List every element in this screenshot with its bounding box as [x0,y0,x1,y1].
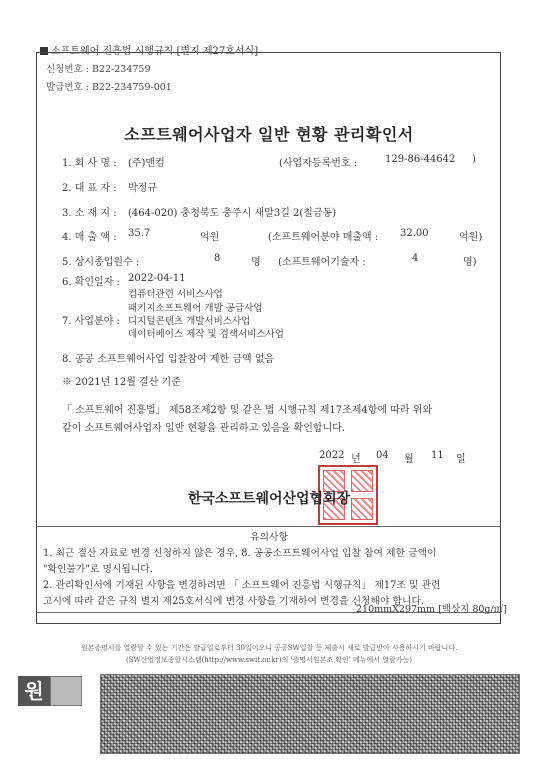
statement-line: 「 소프트웨어 진흥법」 제58조제2항 및 같은 법 시행규칙 제17조제4항에 따라 위와 [62,405,433,416]
application-number: 신청번호 : B22-234759 [46,64,151,75]
date-year: 2022 [319,450,345,461]
date-year-unit: 년 [351,454,361,465]
ceo-value: 박정규 [128,183,157,194]
sw-sales-unit: 억원) [459,232,483,243]
business-item: 컴퓨터관련 서비스사업 [128,289,223,300]
address-value: (464-020) 충청북도 충주시 새말3길 2(칠금동) [128,208,337,219]
settlement-basis: ※ 2021년 12월 결산 기준 [62,377,181,388]
date-month-unit: 월 [404,454,414,465]
date-day: 11 [431,450,444,461]
ceo-label: 2. 대 표 자 : [62,183,117,194]
form-title-text: 소프트웨어 진흥법 시행규칙 [별지 제27호서식] [51,46,259,57]
sw-sales-value: 32.00 [400,228,429,239]
bid-limit-line: 8. 공공 소프트웨어사업 입찰참여 제한 금액 없음 [62,354,275,365]
employees-unit: 명 [251,257,261,268]
sales-label: 4. 매 출 액 : [62,232,117,243]
company-value: (주)맨컴 [128,158,165,169]
sales-unit: 억원 [200,232,220,243]
note-line: 1. 최근 결산 자료로 변경 신청하지 않은 경우, 8. 공공소프트웨어사업 입찰 참여 제한 금액이 [43,548,437,559]
address-label: 3. 소 재 지 : [62,208,117,219]
business-item: 데이터베이스 제작 및 검색서비스사업 [128,329,284,340]
verification-logo-pattern [50,676,82,706]
sw-engineers-label: (소프트웨어기술자 : [278,257,366,268]
company-label: 1. 회 사 명 : [62,158,117,169]
document-title: 소프트웨어사업자 일반 현황 관리확인서 [124,125,414,144]
sales-value: 35.7 [128,228,151,239]
footer-line: 원본증명서를 열람할 수 있는 기간은 발급일로부터 30일이오니 공공SW입찰 등 제출시 새로 발급받아 사용하시기 바랍니다. [80,644,458,652]
sw-sales-label: (소프트웨어분야 매출액 : [268,232,379,243]
notes-heading: 유의사항 [250,532,288,543]
biz-reg-label: (사업자등록번호 : [279,158,358,169]
note-line: 고시에 따라 같은 규칙 별지 제25호서식에 변경 사항을 기재하여 변경을 신청해야 합니다. [43,596,425,607]
notes-divider [36,526,501,527]
biz-reg-value: 129-86-44642 [385,154,456,165]
verification-logo: 원 [18,676,50,706]
date-month: 04 [376,450,389,461]
note-line: 2. 관리확인서에 기재된 사항을 변경하려면 「 소프트웨어 진흥법 시행규칙」 제17조 및 관련 [43,580,441,591]
note-line: "확인불가"로 명시됩니다. [43,564,153,575]
employees-value: 8 [214,253,221,264]
statement-line: 같이 소프트웨어사업자 일반 현황을 관리하고 있음을 확인합니다. [62,423,346,434]
business-label: 7. 사업분야 : [62,316,120,327]
issuer-name: 한국소프트웨어산업협회장 [187,491,351,507]
date-day-unit: 일 [456,454,466,465]
confirm-date-value: 2022-04-11 [128,273,186,284]
employees-label: 5. 상시종업원수 : [62,257,140,268]
issue-number: 발급번호 : B22-234759-001 [46,82,172,93]
paper-spec: 210mmX297mm [백상지 80g/㎡] [356,604,507,615]
footer-line: (SW산업정보종합시스템(http://www.swit.or.kr)의 '증명서원본조 확인' 메뉴에서 열람가능) [126,656,412,664]
business-item: 패키지소프트웨어 개발 공급사업 [128,303,263,314]
business-item: 디지털콘텐츠 개발서비스사업 [128,316,251,327]
sw-engineers-unit: 명) [463,257,477,268]
biz-reg-close: ) [472,154,476,165]
sw-engineers-value: 4 [412,253,419,264]
security-barcode-pattern [100,674,520,754]
confirm-date-label: 6. 확인일자 : [62,277,120,288]
